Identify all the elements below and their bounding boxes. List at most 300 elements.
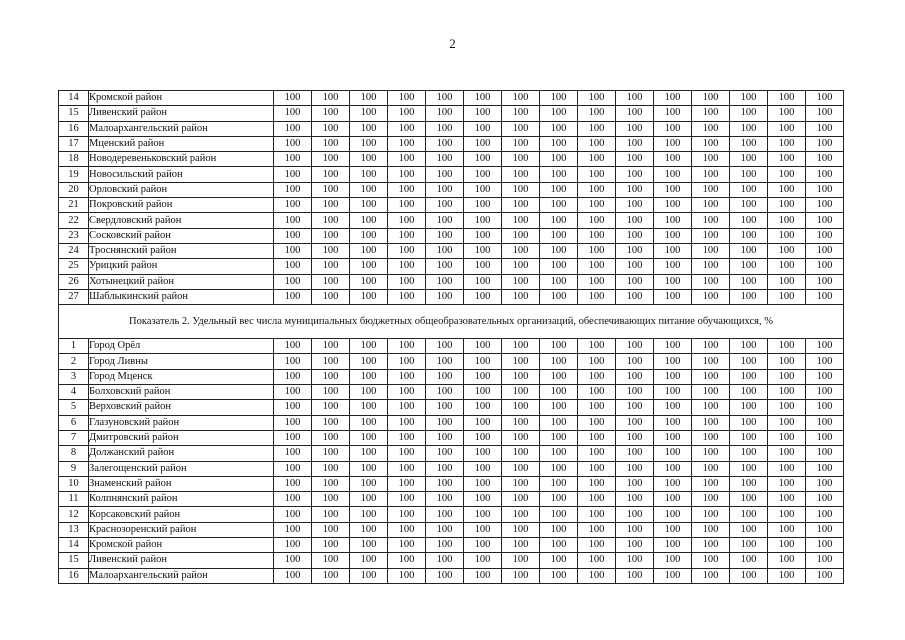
- value-cell: 100: [502, 476, 540, 491]
- value-cell: 100: [312, 228, 350, 243]
- district-name: Город Мценск: [89, 369, 274, 384]
- value-cell: 100: [464, 167, 502, 182]
- table-row: [59, 461, 844, 476]
- value-cell: 100: [768, 354, 806, 369]
- value-cell: 100: [806, 152, 844, 167]
- value-cell: 100: [426, 167, 464, 182]
- value-cell: 100: [578, 476, 616, 491]
- value-cell: 100: [426, 182, 464, 197]
- value-cell: 100: [768, 400, 806, 415]
- value-cell: 100: [350, 243, 388, 258]
- district-name: Город Орёл: [89, 339, 274, 354]
- value-cell: 100: [654, 152, 692, 167]
- value-cell: 100: [274, 259, 312, 274]
- value-cell: 100: [274, 476, 312, 491]
- value-cell: 100: [464, 354, 502, 369]
- value-cell: 100: [730, 553, 768, 568]
- value-cell: 100: [350, 198, 388, 213]
- value-cell: 100: [426, 259, 464, 274]
- value-cell: 100: [768, 461, 806, 476]
- value-cell: 100: [274, 369, 312, 384]
- value-cell: 100: [274, 198, 312, 213]
- value-cell: 100: [540, 492, 578, 507]
- row-number: 7: [59, 430, 89, 445]
- value-cell: 100: [654, 400, 692, 415]
- district-name: Ливенский район: [89, 106, 274, 121]
- table-row: [59, 492, 844, 507]
- value-cell: 100: [388, 461, 426, 476]
- value-cell: 100: [312, 243, 350, 258]
- value-cell: 100: [806, 461, 844, 476]
- value-cell: 100: [806, 289, 844, 304]
- value-cell: 100: [730, 568, 768, 583]
- value-cell: 100: [616, 568, 654, 583]
- value-cell: 100: [350, 182, 388, 197]
- value-cell: 100: [426, 121, 464, 136]
- value-cell: 100: [654, 339, 692, 354]
- value-cell: 100: [578, 91, 616, 106]
- value-cell: 100: [426, 415, 464, 430]
- value-cell: 100: [730, 228, 768, 243]
- value-cell: 100: [692, 476, 730, 491]
- value-cell: 100: [426, 553, 464, 568]
- value-cell: 100: [464, 369, 502, 384]
- value-cell: 100: [274, 446, 312, 461]
- value-cell: 100: [768, 228, 806, 243]
- value-cell: 100: [616, 243, 654, 258]
- value-cell: 100: [768, 167, 806, 182]
- value-cell: 100: [426, 243, 464, 258]
- value-cell: 100: [578, 243, 616, 258]
- value-cell: 100: [426, 198, 464, 213]
- value-cell: 100: [502, 492, 540, 507]
- value-cell: 100: [388, 198, 426, 213]
- row-number: 12: [59, 507, 89, 522]
- value-cell: 100: [274, 415, 312, 430]
- value-cell: 100: [312, 289, 350, 304]
- value-cell: 100: [768, 136, 806, 151]
- value-cell: 100: [426, 461, 464, 476]
- value-cell: 100: [654, 136, 692, 151]
- value-cell: 100: [654, 461, 692, 476]
- value-cell: 100: [540, 553, 578, 568]
- value-cell: 100: [654, 492, 692, 507]
- value-cell: 100: [768, 446, 806, 461]
- value-cell: 100: [464, 259, 502, 274]
- value-cell: 100: [654, 259, 692, 274]
- value-cell: 100: [426, 430, 464, 445]
- value-cell: 100: [274, 400, 312, 415]
- value-cell: 100: [350, 461, 388, 476]
- district-name: Новосильский район: [89, 167, 274, 182]
- value-cell: 100: [426, 476, 464, 491]
- value-cell: 100: [502, 167, 540, 182]
- district-name: Кромской район: [89, 538, 274, 553]
- value-cell: 100: [426, 289, 464, 304]
- value-cell: 100: [350, 121, 388, 136]
- value-cell: 100: [388, 568, 426, 583]
- value-cell: 100: [388, 243, 426, 258]
- value-cell: 100: [578, 106, 616, 121]
- value-cell: 100: [654, 243, 692, 258]
- table-row: [59, 568, 844, 583]
- value-cell: 100: [616, 198, 654, 213]
- value-cell: 100: [502, 461, 540, 476]
- value-cell: 100: [502, 259, 540, 274]
- value-cell: 100: [540, 476, 578, 491]
- value-cell: 100: [692, 152, 730, 167]
- district-name: Ливенский район: [89, 553, 274, 568]
- value-cell: 100: [350, 430, 388, 445]
- value-cell: 100: [540, 568, 578, 583]
- value-cell: 100: [730, 369, 768, 384]
- value-cell: 100: [350, 259, 388, 274]
- value-cell: 100: [768, 476, 806, 491]
- value-cell: 100: [502, 522, 540, 537]
- value-cell: 100: [578, 568, 616, 583]
- value-cell: 100: [540, 507, 578, 522]
- value-cell: 100: [350, 91, 388, 106]
- value-cell: 100: [578, 274, 616, 289]
- value-cell: 100: [274, 152, 312, 167]
- value-cell: 100: [502, 289, 540, 304]
- value-cell: 100: [654, 385, 692, 400]
- value-cell: 100: [616, 152, 654, 167]
- value-cell: 100: [350, 553, 388, 568]
- value-cell: 100: [730, 461, 768, 476]
- table-row: [59, 430, 844, 445]
- value-cell: 100: [768, 259, 806, 274]
- table-row: [59, 274, 844, 289]
- row-number: 26: [59, 274, 89, 289]
- value-cell: 100: [616, 369, 654, 384]
- value-cell: 100: [768, 243, 806, 258]
- value-cell: 100: [350, 522, 388, 537]
- value-cell: 100: [502, 369, 540, 384]
- value-cell: 100: [274, 522, 312, 537]
- value-cell: 100: [388, 553, 426, 568]
- value-cell: 100: [768, 385, 806, 400]
- value-cell: 100: [350, 507, 388, 522]
- value-cell: 100: [806, 243, 844, 258]
- district-name: Шаблыкинский район: [89, 289, 274, 304]
- table-row: [59, 476, 844, 491]
- value-cell: 100: [540, 152, 578, 167]
- value-cell: 100: [768, 369, 806, 384]
- table-row: [59, 553, 844, 568]
- value-cell: 100: [388, 106, 426, 121]
- value-cell: 100: [350, 136, 388, 151]
- value-cell: 100: [730, 339, 768, 354]
- value-cell: 100: [350, 492, 388, 507]
- value-cell: 100: [616, 182, 654, 197]
- district-name: Хотынецкий район: [89, 274, 274, 289]
- value-cell: 100: [312, 430, 350, 445]
- value-cell: 100: [768, 213, 806, 228]
- value-cell: 100: [312, 354, 350, 369]
- value-cell: 100: [692, 274, 730, 289]
- value-cell: 100: [654, 198, 692, 213]
- value-cell: 100: [578, 259, 616, 274]
- value-cell: 100: [692, 522, 730, 537]
- value-cell: 100: [616, 213, 654, 228]
- value-cell: 100: [274, 136, 312, 151]
- value-cell: 100: [350, 568, 388, 583]
- value-cell: 100: [502, 228, 540, 243]
- value-cell: 100: [730, 522, 768, 537]
- value-cell: 100: [730, 243, 768, 258]
- value-cell: 100: [426, 400, 464, 415]
- value-cell: 100: [312, 152, 350, 167]
- value-cell: 100: [502, 339, 540, 354]
- value-cell: 100: [312, 259, 350, 274]
- value-cell: 100: [464, 182, 502, 197]
- value-cell: 100: [806, 538, 844, 553]
- value-cell: 100: [540, 369, 578, 384]
- district-name: Город Ливны: [89, 354, 274, 369]
- value-cell: 100: [654, 507, 692, 522]
- value-cell: 100: [692, 182, 730, 197]
- value-cell: 100: [692, 289, 730, 304]
- row-number: 17: [59, 136, 89, 151]
- value-cell: 100: [578, 415, 616, 430]
- value-cell: 100: [388, 507, 426, 522]
- value-cell: 100: [502, 538, 540, 553]
- value-cell: 100: [616, 553, 654, 568]
- value-cell: 100: [654, 289, 692, 304]
- value-cell: 100: [274, 568, 312, 583]
- value-cell: 100: [464, 538, 502, 553]
- value-cell: 100: [730, 400, 768, 415]
- district-name: Краснозоренский район: [89, 522, 274, 537]
- value-cell: 100: [350, 385, 388, 400]
- value-cell: 100: [312, 385, 350, 400]
- value-cell: 100: [502, 568, 540, 583]
- value-cell: 100: [578, 136, 616, 151]
- value-cell: 100: [388, 476, 426, 491]
- value-cell: 100: [616, 385, 654, 400]
- value-cell: 100: [578, 507, 616, 522]
- value-cell: 100: [388, 522, 426, 537]
- value-cell: 100: [768, 507, 806, 522]
- table-row: [59, 136, 844, 151]
- row-number: 15: [59, 553, 89, 568]
- value-cell: 100: [730, 476, 768, 491]
- district-name: Дмитровский район: [89, 430, 274, 445]
- value-cell: 100: [388, 167, 426, 182]
- row-number: 18: [59, 152, 89, 167]
- value-cell: 100: [426, 106, 464, 121]
- row-number: 2: [59, 354, 89, 369]
- value-cell: 100: [540, 289, 578, 304]
- value-cell: 100: [540, 106, 578, 121]
- value-cell: 100: [654, 228, 692, 243]
- value-cell: 100: [464, 385, 502, 400]
- value-cell: 100: [426, 213, 464, 228]
- value-cell: 100: [578, 121, 616, 136]
- value-cell: 100: [654, 121, 692, 136]
- value-cell: 100: [768, 289, 806, 304]
- value-cell: 100: [654, 522, 692, 537]
- value-cell: 100: [274, 228, 312, 243]
- value-cell: 100: [730, 121, 768, 136]
- value-cell: 100: [692, 461, 730, 476]
- value-cell: 100: [464, 91, 502, 106]
- value-cell: 100: [350, 354, 388, 369]
- value-cell: 100: [464, 461, 502, 476]
- value-cell: 100: [540, 274, 578, 289]
- value-cell: 100: [274, 182, 312, 197]
- value-cell: 100: [806, 182, 844, 197]
- value-cell: 100: [464, 198, 502, 213]
- value-cell: 100: [768, 522, 806, 537]
- district-name: Колпнянский район: [89, 492, 274, 507]
- value-cell: 100: [312, 415, 350, 430]
- value-cell: 100: [616, 507, 654, 522]
- value-cell: 100: [806, 106, 844, 121]
- value-cell: 100: [578, 152, 616, 167]
- value-cell: 100: [388, 400, 426, 415]
- row-number: 1: [59, 339, 89, 354]
- table-row: [59, 538, 844, 553]
- district-name: Новодеревеньковский район: [89, 152, 274, 167]
- value-cell: 100: [616, 136, 654, 151]
- value-cell: 100: [730, 507, 768, 522]
- value-cell: 100: [464, 339, 502, 354]
- value-cell: 100: [350, 152, 388, 167]
- value-cell: 100: [654, 167, 692, 182]
- value-cell: 100: [768, 152, 806, 167]
- value-cell: 100: [464, 152, 502, 167]
- value-cell: 100: [730, 538, 768, 553]
- value-cell: 100: [692, 91, 730, 106]
- value-cell: 100: [616, 121, 654, 136]
- value-cell: 100: [806, 136, 844, 151]
- value-cell: 100: [692, 136, 730, 151]
- value-cell: 100: [616, 492, 654, 507]
- value-cell: 100: [578, 538, 616, 553]
- value-cell: 100: [616, 354, 654, 369]
- value-cell: 100: [654, 274, 692, 289]
- value-cell: 100: [654, 476, 692, 491]
- value-cell: 100: [654, 213, 692, 228]
- value-cell: 100: [806, 476, 844, 491]
- value-cell: 100: [388, 136, 426, 151]
- value-cell: 100: [730, 492, 768, 507]
- table-row: [59, 91, 844, 106]
- value-cell: 100: [578, 446, 616, 461]
- value-cell: 100: [692, 167, 730, 182]
- value-cell: 100: [350, 339, 388, 354]
- district-name: Свердловский район: [89, 213, 274, 228]
- value-cell: 100: [654, 446, 692, 461]
- district-name: Болховский район: [89, 385, 274, 400]
- section-title: Показатель 2. Удельный вес числа муниципальных бюджетных общеобразовательных организаций, обеспечивающих питание обучающихся, %: [59, 305, 844, 339]
- value-cell: 100: [426, 354, 464, 369]
- value-cell: 100: [426, 274, 464, 289]
- value-cell: 100: [502, 136, 540, 151]
- value-cell: 100: [692, 430, 730, 445]
- value-cell: 100: [578, 400, 616, 415]
- value-cell: 100: [464, 400, 502, 415]
- district-name: Корсаковский район: [89, 507, 274, 522]
- value-cell: 100: [274, 538, 312, 553]
- row-number: 22: [59, 213, 89, 228]
- value-cell: 100: [388, 492, 426, 507]
- value-cell: 100: [388, 430, 426, 445]
- value-cell: 100: [464, 568, 502, 583]
- value-cell: 100: [616, 289, 654, 304]
- value-cell: 100: [502, 385, 540, 400]
- row-number: 15: [59, 106, 89, 121]
- value-cell: 100: [502, 415, 540, 430]
- row-number: 6: [59, 415, 89, 430]
- value-cell: 100: [692, 568, 730, 583]
- value-cell: 100: [312, 400, 350, 415]
- value-cell: 100: [578, 198, 616, 213]
- value-cell: 100: [578, 553, 616, 568]
- value-cell: 100: [730, 354, 768, 369]
- value-cell: 100: [730, 91, 768, 106]
- value-cell: 100: [806, 198, 844, 213]
- value-cell: 100: [502, 400, 540, 415]
- value-cell: 100: [464, 522, 502, 537]
- table-row: [59, 522, 844, 537]
- table-row: [59, 243, 844, 258]
- value-cell: 100: [388, 446, 426, 461]
- district-name: Урицкий район: [89, 259, 274, 274]
- row-number: 27: [59, 289, 89, 304]
- value-cell: 100: [312, 213, 350, 228]
- value-cell: 100: [616, 274, 654, 289]
- value-cell: 100: [578, 354, 616, 369]
- table-row: [59, 106, 844, 121]
- value-cell: 100: [426, 369, 464, 384]
- value-cell: 100: [578, 289, 616, 304]
- value-cell: 100: [426, 385, 464, 400]
- value-cell: 100: [274, 461, 312, 476]
- value-cell: 100: [768, 339, 806, 354]
- value-cell: 100: [692, 106, 730, 121]
- value-cell: 100: [464, 243, 502, 258]
- value-cell: 100: [502, 507, 540, 522]
- value-cell: 100: [350, 106, 388, 121]
- row-number: 3: [59, 369, 89, 384]
- value-cell: 100: [274, 289, 312, 304]
- value-cell: 100: [806, 369, 844, 384]
- value-cell: 100: [692, 400, 730, 415]
- value-cell: 100: [274, 121, 312, 136]
- value-cell: 100: [730, 167, 768, 182]
- value-cell: 100: [350, 538, 388, 553]
- value-cell: 100: [388, 339, 426, 354]
- value-cell: 100: [502, 553, 540, 568]
- value-cell: 100: [654, 91, 692, 106]
- value-cell: 100: [350, 167, 388, 182]
- value-cell: 100: [540, 461, 578, 476]
- value-cell: 100: [464, 274, 502, 289]
- value-cell: 100: [540, 243, 578, 258]
- value-cell: 100: [312, 369, 350, 384]
- value-cell: 100: [692, 198, 730, 213]
- value-cell: 100: [806, 213, 844, 228]
- value-cell: 100: [312, 446, 350, 461]
- value-cell: 100: [502, 213, 540, 228]
- value-cell: 100: [540, 91, 578, 106]
- value-cell: 100: [502, 243, 540, 258]
- value-cell: 100: [388, 182, 426, 197]
- value-cell: 100: [768, 538, 806, 553]
